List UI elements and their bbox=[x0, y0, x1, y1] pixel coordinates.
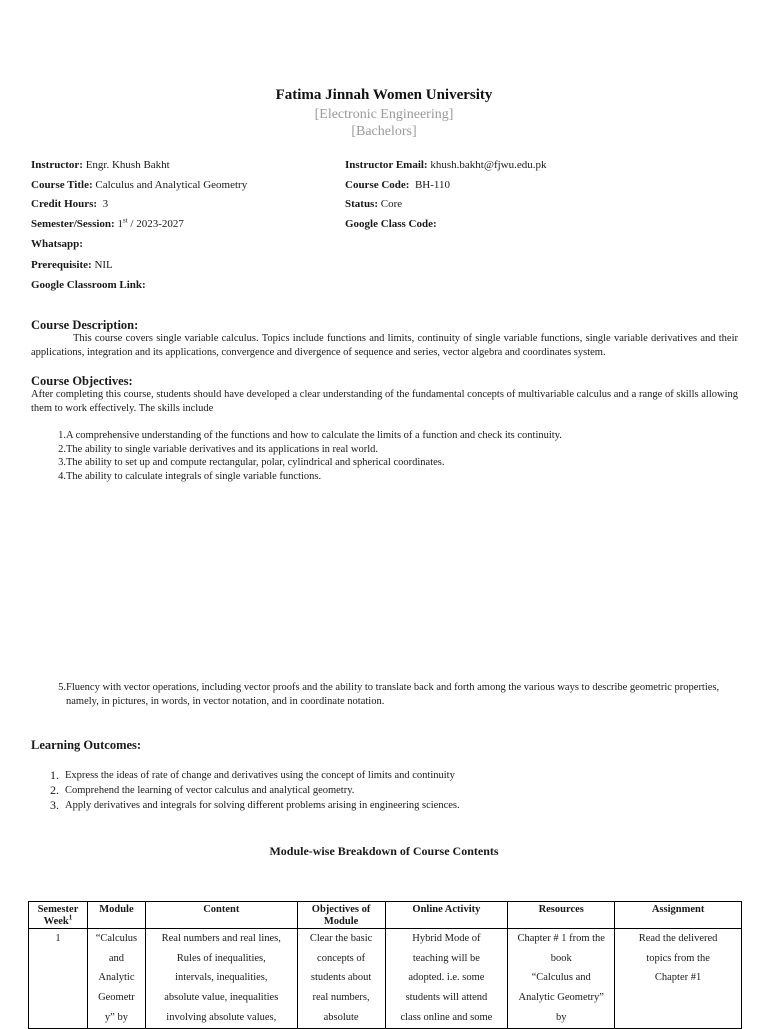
course-description-text: This course covers single variable calculus. Topics include functions and limits, continuity of single variable functions, single variable derivatives and their applications, integration and its applications, convergence and divergence of sequence and series, vector algebra and coordinates system. bbox=[31, 333, 738, 358]
cell-online-activity: Hybrid Mode of teaching will be adopted. i.e. some students will attend class online and some bbox=[385, 929, 508, 1029]
whatsapp-label: Whatsapp: bbox=[31, 238, 83, 250]
cell-objectives: Clear the basic concepts of students about real numbers, absolute bbox=[297, 929, 385, 1029]
list-item bbox=[31, 456, 741, 470]
email-value[interactable]: khush.bakht@fjwu.edu.pk bbox=[430, 159, 547, 171]
objectives-list-a bbox=[31, 429, 741, 483]
classroom-link-line bbox=[31, 278, 146, 292]
cell-module: “Calculus and Analytic Geometr y” by bbox=[87, 929, 145, 1029]
cell-content: Real numbers and real lines, Rules of inequalities, intervals, inequalities, absolute value, inequalities involving absolute values, bbox=[145, 929, 297, 1029]
list-item-text: The ability to single variable derivatives and its applications in real world. bbox=[66, 443, 378, 455]
list-item-number: 1. bbox=[50, 768, 59, 782]
course-title-line bbox=[31, 178, 247, 192]
objectives-list-b bbox=[31, 681, 741, 708]
list-item bbox=[31, 681, 741, 708]
header-resources: Resources bbox=[508, 902, 615, 929]
list-item bbox=[31, 429, 741, 443]
list-item-number: 2. bbox=[58, 443, 66, 455]
list-item-number: 1. bbox=[58, 430, 66, 441]
google-class-code-label: Google Class Code: bbox=[345, 218, 437, 230]
prerequisite-value: NIL bbox=[94, 259, 113, 271]
instructor-email-line bbox=[345, 158, 547, 172]
status-value: Core bbox=[380, 198, 403, 210]
header-semester-week: Semester Week$^1$ bbox=[29, 902, 88, 929]
credit-hours-label: Credit Hours: bbox=[31, 198, 98, 210]
header-assignment: Assignment bbox=[615, 902, 742, 929]
list-item-number: 5. bbox=[58, 682, 66, 693]
prerequisite-line bbox=[31, 258, 113, 272]
course-objectives-intro: After completing this course, students should have developed a clear understanding of the fundamental concepts of multivariable calculus and a range of skills allowing them to work effectively. The skills include bbox=[31, 389, 738, 414]
google-class-code-line bbox=[345, 217, 437, 231]
email-label: Instructor Email: bbox=[345, 159, 428, 171]
list-item bbox=[31, 768, 741, 783]
course-title-value: Calculus and Analytical Geometry bbox=[95, 179, 248, 191]
list-item bbox=[31, 798, 741, 813]
module-breakdown-table bbox=[28, 901, 742, 1029]
list-item bbox=[31, 783, 741, 798]
list-item-text: A comprehensive understanding of the functions and how to calculate the limits of a function and check its continuity. bbox=[66, 430, 562, 441]
status-line bbox=[345, 197, 402, 211]
department-name: [Electronic Engineering] bbox=[314, 107, 454, 122]
course-code-label: Course Code: bbox=[345, 179, 410, 191]
list-item-number: 3. bbox=[50, 798, 59, 812]
list-item bbox=[31, 443, 741, 457]
whatsapp-line bbox=[31, 237, 83, 251]
cell-week: 1 bbox=[29, 929, 88, 1029]
semester-value-rest: / 2023-2027 bbox=[130, 218, 184, 230]
header-module: Module bbox=[87, 902, 145, 929]
learning-outcomes-heading: Learning Outcomes: bbox=[31, 738, 142, 752]
course-code-value: BH-110 bbox=[414, 179, 451, 191]
course-objectives-heading: Course Objectives: bbox=[31, 374, 133, 388]
list-item-text: Apply derivatives and integrals for solving different problems arising in engineering sciences. bbox=[65, 800, 460, 811]
program-name: [Bachelors] bbox=[351, 124, 417, 139]
course-description-heading: Course Description: bbox=[31, 318, 139, 332]
table-row bbox=[29, 929, 742, 1029]
course-code-line bbox=[345, 178, 450, 192]
semester-label: Semester/Session: bbox=[31, 218, 115, 230]
table-header-row bbox=[29, 902, 742, 929]
instructor-label: Instructor: bbox=[31, 159, 83, 171]
semester-value-num: 1 bbox=[117, 218, 123, 230]
cell-resources: Chapter # 1 from the book “Calculus and Analytic Geometry” by bbox=[508, 929, 615, 1029]
credit-hours-value: 3 bbox=[102, 198, 109, 210]
learning-outcomes-list bbox=[31, 768, 741, 813]
list-item-text: Express the ideas of rate of change and derivatives using the concept of limits and continuity bbox=[65, 770, 455, 781]
list-item-text: The ability to set up and compute rectangular, polar, cylindrical and spherical coordinates. bbox=[66, 457, 445, 468]
list-item-text: Comprehend the learning of vector calculus and analytical geometry. bbox=[65, 785, 355, 796]
list-item-number: 3. bbox=[58, 457, 66, 468]
credit-hours-line bbox=[31, 197, 108, 211]
semester-value-sup: st bbox=[122, 216, 128, 225]
header-online-activity: Online Activity bbox=[385, 902, 508, 929]
list-item-text: The ability to calculate integrals of single variable functions. bbox=[66, 470, 322, 482]
prerequisite-label: Prerequisite: bbox=[31, 259, 92, 271]
instructor-value: Engr. Khush Bakht bbox=[85, 159, 170, 171]
header-content: Content bbox=[145, 902, 297, 929]
instructor-line bbox=[31, 158, 170, 172]
university-name: Fatima Jinnah Women University bbox=[275, 87, 493, 103]
list-item-text: Fluency with vector operations, including vector proofs and the ability to translate back and forth among the various ways to describe geometric properties, namely, in pictures, in words, in vector notation, and in coordinate notation. bbox=[66, 682, 720, 707]
status-label: Status: bbox=[345, 198, 379, 210]
course-title-label: Course Title: bbox=[31, 179, 93, 191]
module-breakdown-title: Module-wise Breakdown of Course Contents bbox=[269, 844, 499, 858]
list-item-number: 4. bbox=[58, 470, 66, 482]
classroom-link-label: Google Classroom Link: bbox=[31, 279, 146, 291]
cell-assignment: Read the delivered topics from the Chapter #1 bbox=[615, 929, 742, 1029]
list-item-number: 2. bbox=[50, 783, 59, 797]
header-objectives: Objectives of Module bbox=[297, 902, 385, 929]
semester-line bbox=[31, 217, 184, 231]
list-item bbox=[31, 470, 741, 484]
